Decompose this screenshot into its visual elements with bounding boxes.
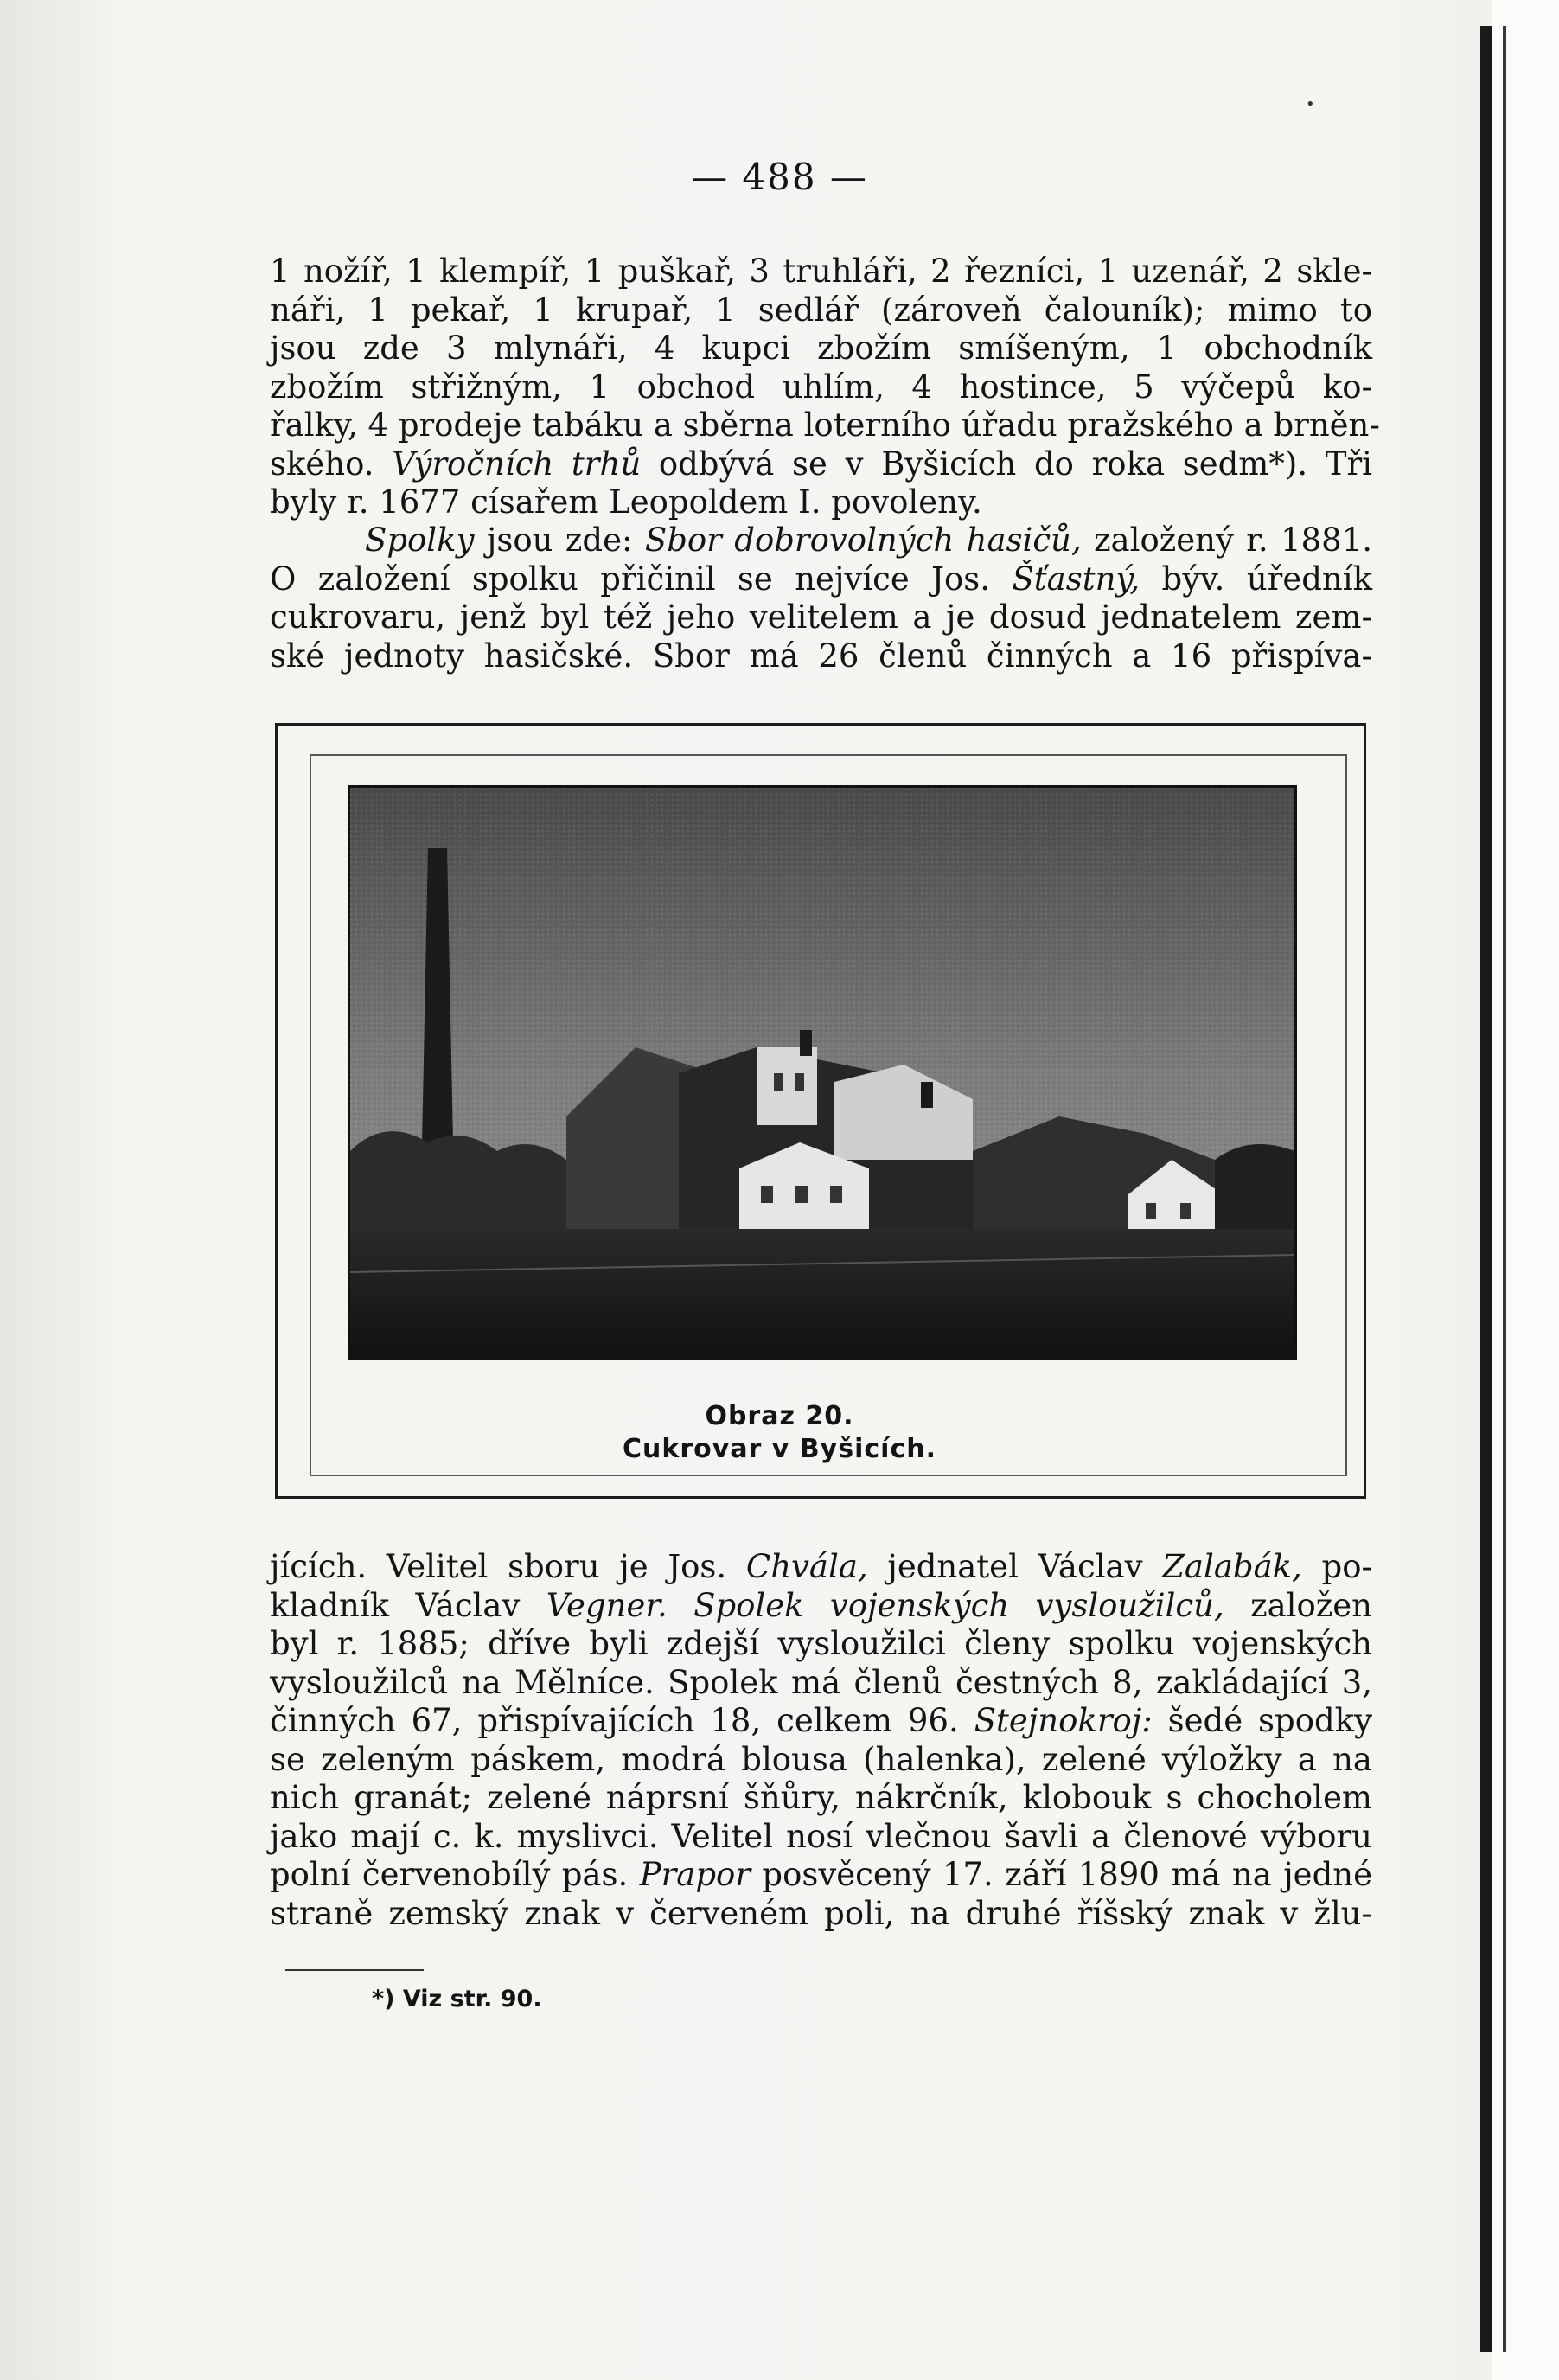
italic-term: Výročních trhů: [392, 445, 642, 483]
text-run: kladník Václav: [270, 1586, 546, 1624]
text-run: založený r. 1881.: [1081, 521, 1373, 559]
footnote: *) Viz str. 90.: [372, 1986, 542, 2012]
text-run: po-: [1301, 1548, 1372, 1585]
text-run: [668, 1587, 693, 1624]
text-run: posvěcený 17. září 1890 má na jedné: [751, 1856, 1372, 1893]
text-line: [270, 1856, 1372, 1895]
text-run: jících. Velitel sboru je Jos.: [270, 1548, 746, 1585]
text-line: nich granát; zelené náprsní šňůry, nákrčník, klobouk s chocholem: [270, 1779, 1372, 1816]
text-line: [270, 560, 1372, 599]
page-number: — 488 —: [691, 156, 868, 198]
text-line: jako mají c. k. myslivci. Velitel nosí vlečnou šavli a členové výboru: [270, 1817, 1372, 1855]
text-line: [270, 1548, 1372, 1587]
text-line: jsou zde 3 mlynáři, 4 kupci zbožím smíšeným, 1 obchodník: [270, 329, 1372, 367]
text-line: vysloužilců na Mělníce. Spolek má členů čestných 8, zakládající 3,: [270, 1663, 1372, 1701]
text-run: založen: [1224, 1586, 1372, 1624]
text-run: býv. úředník: [1140, 560, 1372, 598]
figure-number: Obraz 20.: [705, 1401, 854, 1431]
scan-border-line: [1503, 26, 1506, 2352]
page-edge-shadow: [1480, 26, 1492, 2352]
italic-term: Zalabák,: [1162, 1548, 1302, 1585]
text-line: řalky, 4 prodeje tabáku a sběrna loterního úřadu pražského a brněn-: [270, 406, 1380, 444]
text-line: [270, 1587, 1372, 1626]
italic-term: Spolek vojenských vysloužilců,: [693, 1586, 1224, 1624]
italic-term: Šťastný,: [1012, 560, 1140, 598]
paragraph-2: [270, 521, 1372, 675]
text-run: odbývá se v Byšicích do roka sedm*). Tři: [641, 445, 1372, 483]
text-run: šedé spodky: [1152, 1702, 1372, 1739]
text-line: náři, 1 pekař, 1 krupař, 1 sedlář (zároveň čalouník); mimo to: [270, 291, 1372, 329]
text-line: se zeleným páskem, modrá blousa (halenka), zelené výložky a na: [270, 1740, 1372, 1778]
figure-title: Cukrovar v Byšicích.: [623, 1434, 936, 1464]
italic-term: Stejnokroj:: [974, 1702, 1153, 1739]
text-line: [270, 1702, 1372, 1741]
text-run: ského.: [270, 445, 393, 483]
italic-term: Sbor dobrovolných hasičů,: [644, 521, 1082, 559]
corner-mark: •: [1306, 95, 1315, 113]
footnote-rule: [285, 1969, 424, 1971]
paragraph-1: [270, 253, 1380, 522]
factory-photo: [348, 785, 1297, 1360]
text-line: zbožím střižným, 1 obchod uhlím, 4 hostince, 5 výčepů ko-: [270, 368, 1372, 406]
text-run: polní červenobílý pás.: [270, 1856, 640, 1893]
italic-term: Prapor: [639, 1856, 751, 1893]
text-run: jednatel Václav: [867, 1548, 1163, 1585]
text-line: 1 nožíř, 1 klempíř, 1 puškař, 3 truhláři, 2 řezníci, 1 uzenář, 2 skle-: [270, 253, 1372, 290]
text-run: O založení spolku přičinil se nejvíce Jos.: [270, 560, 1013, 598]
text-run: jsou zde:: [474, 521, 645, 559]
text-run: činných 67, přispívajících 18, celkem 96.: [270, 1702, 974, 1739]
italic-term: Vegner.: [546, 1586, 668, 1624]
text-line: ské jednoty hasičské. Sbor má 26 členů činných a 16 přispíva-: [270, 637, 1372, 675]
text-line: byl r. 1885; dříve byli zdejší vysloužilci členy spolku vojenských: [270, 1625, 1372, 1662]
text-line: [270, 445, 1372, 484]
text-line: straně zemský znak v červeném poli, na druhé říšský znak v žlu-: [270, 1894, 1372, 1932]
italic-term: Chvála,: [745, 1548, 868, 1585]
factory-photo-image: [350, 788, 1294, 1358]
italic-term: Spolky: [365, 521, 475, 559]
text-line: [270, 521, 1372, 560]
paragraph-3: [270, 1548, 1372, 1933]
text-line: cukrovaru, jenž byl též jeho velitelem a je dosud jednatelem zem-: [270, 598, 1372, 636]
text-line: byly r. 1677 císařem Leopoldem I. povoleny.: [270, 483, 982, 521]
